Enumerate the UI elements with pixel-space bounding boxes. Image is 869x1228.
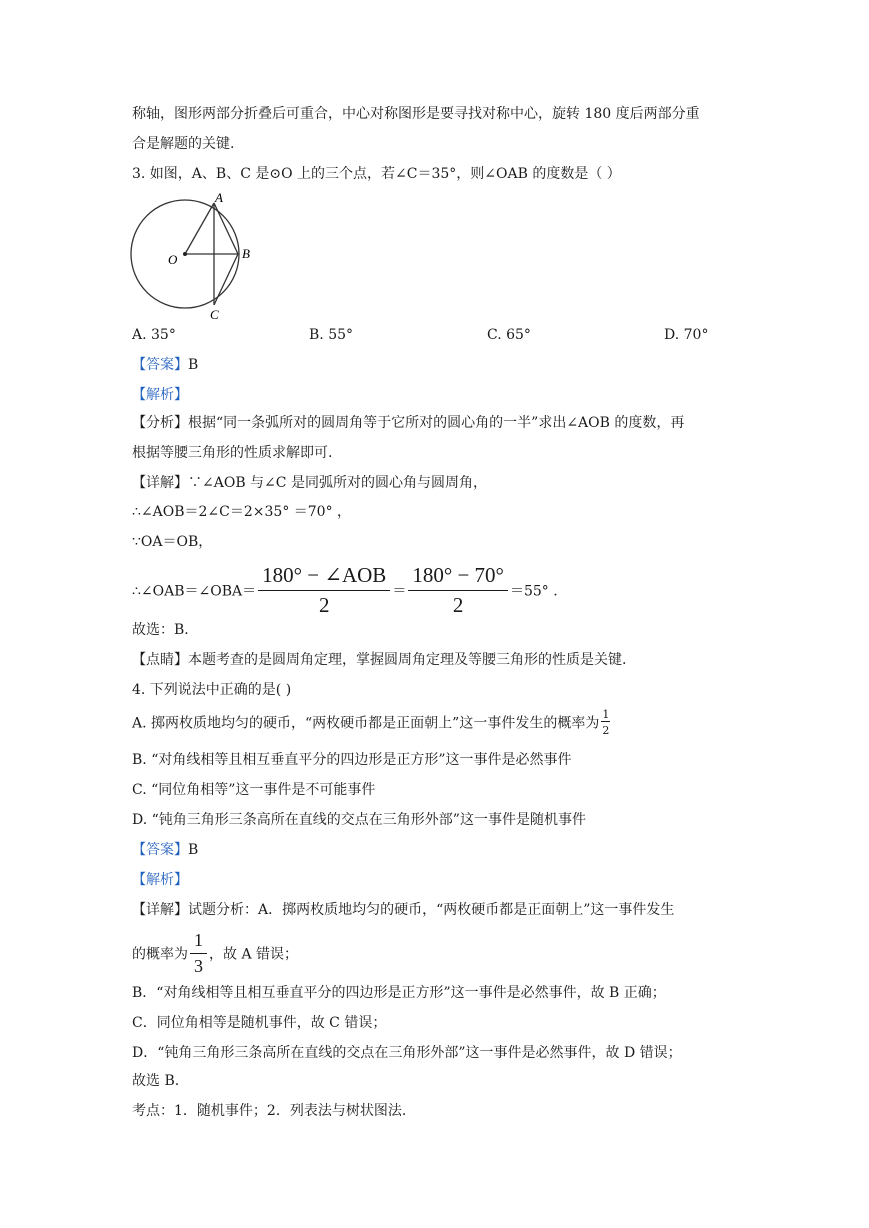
q4-analysis-tag: 【解析】 xyxy=(132,872,188,888)
q4-detail-line-2-post: ，故 A 错误； xyxy=(209,946,299,963)
q4-option-a-numerator: 1 xyxy=(602,708,610,721)
intro-line-1: 称轴，图形两部分折叠后可重合，中心对称图形是要寻找对称中心，旋转 180 度后两部分重 xyxy=(132,106,700,122)
q4-detail-line-1 xyxy=(132,900,674,920)
q3-option-d: D. 70° xyxy=(664,327,709,343)
q4-choose: 故选 B. xyxy=(132,1073,180,1089)
label-c: C xyxy=(210,307,219,320)
q3-detail-tag: 【详解】 xyxy=(132,475,188,491)
q3-answer-line xyxy=(132,355,198,375)
q3-fenxi-line-2: 根据等腰三角形的性质求解即可. xyxy=(132,445,333,461)
q4-answer: B xyxy=(188,842,199,858)
equals-sign: ＝ xyxy=(392,583,407,600)
fraction-1 xyxy=(258,563,390,618)
q3-dianjing-text: 本题考查的是圆周角定理，掌握圆周角定理及等腰三角形的性质是关键. xyxy=(188,652,627,668)
q3-detail-line-4-post: ＝55° . xyxy=(509,583,558,600)
q3-analysis-tag: 【解析】 xyxy=(132,387,188,403)
q4-answer-line xyxy=(132,840,198,860)
q4-detail-fraction xyxy=(190,930,207,977)
q3-choose: 故选：B. xyxy=(132,622,189,638)
q3-detail-line-2: ∴∠AOB＝2∠C＝2×35° ＝70° ， xyxy=(132,504,352,520)
q3-option-a: A. 35° xyxy=(132,327,176,343)
q4-option-d: D. “钝角三角形三条高所在直线的交点在三角形外部”这一事件是随机事件 xyxy=(132,812,586,828)
q4-detail-denominator: 3 xyxy=(194,956,203,976)
q3-stem: 3. 如图，A、B、C 是⊙O 上的三个点，若∠C＝35°，则∠OAB 的度数是（ ） xyxy=(132,166,621,182)
q3-detail-line-1 xyxy=(132,473,487,493)
q4-option-c: C. “同位角相等”这一事件是不可能事件 xyxy=(132,782,376,798)
q4-option-a-denominator: 2 xyxy=(602,724,610,737)
q4-option-a-text: A. 掷两枚质地均匀的硬币，“两枚硬币都是正面朝上”这一事件发生的概率为 xyxy=(132,715,600,732)
label-b: B xyxy=(242,246,250,261)
fraction-1-numerator: 180° − ∠AOB xyxy=(258,563,390,591)
q3-fenxi-line-1 xyxy=(132,413,684,433)
intro-line-2: 合是解题的关键. xyxy=(132,136,235,152)
q3-option-c: C. 65° xyxy=(487,327,531,343)
q3-detail-line-4 xyxy=(132,563,558,618)
q3-detail-text: ∵∠AOB 与∠C 是同弧所对的圆心角与圆周角， xyxy=(188,475,487,491)
label-a: A xyxy=(215,190,223,205)
q3-answer-tag: 【答案】 xyxy=(132,357,188,373)
q3-fenxi-text: 根据“同一条弧所对的圆周角等于它所对的圆心角的一半”求出∠AOB 的度数，再 xyxy=(188,415,685,431)
q4-detail-line-2-pre: 的概率为 xyxy=(132,946,188,963)
label-o: O xyxy=(168,252,178,267)
q4-detail-line-4: C．同位角相等是随机事件，故 C 错误； xyxy=(132,1015,387,1031)
segment-ab xyxy=(214,203,238,254)
segment-bc xyxy=(214,254,238,305)
q3-detail-line-4-pre: ∴∠OAB＝∠OBA＝ xyxy=(132,583,257,600)
q4-kaodian: 考点：1．随机事件；2．列表法与树状图法. xyxy=(132,1103,407,1119)
q3-answer: B xyxy=(188,357,199,373)
q4-detail-line-3: B．“对角线相等且相互垂直平分的四边形是正方形”这一事件是必然事件，故 B 正确； xyxy=(132,985,666,1001)
q4-option-a-fraction xyxy=(601,708,610,737)
q4-option-b: B. “对角线相等且相互垂直平分的四边形是正方形”这一事件是必然事件 xyxy=(132,752,572,768)
segment-oa xyxy=(185,203,214,254)
q4-detail-line-2 xyxy=(132,930,298,977)
q4-answer-tag: 【答案】 xyxy=(132,842,188,858)
q4-detail-text: 试题分析：A．掷两枚质地均匀的硬币，“两枚硬币都是正面朝上”这一事件发生 xyxy=(188,902,675,918)
q4-stem: 4. 下列说法中正确的是( ) xyxy=(132,682,292,698)
fraction-2 xyxy=(408,563,508,618)
q4-option-a xyxy=(132,708,612,737)
q3-dianjing-tag: 【点睛】 xyxy=(132,652,188,668)
q4-detail-tag: 【详解】 xyxy=(132,902,188,918)
fraction-2-denominator: 2 xyxy=(452,593,464,617)
fraction-2-numerator: 180° − 70° xyxy=(408,563,508,591)
q4-detail-numerator: 1 xyxy=(190,930,207,954)
q3-detail-line-3: ∵OA＝OB， xyxy=(132,534,213,550)
circle-figure xyxy=(125,190,265,320)
q4-detail-line-5: D．“钝角三角形三条高所在直线的交点在三角形外部”这一事件是必然事件，故 D 错误； xyxy=(132,1045,682,1061)
q3-dianjing-line xyxy=(132,650,626,670)
q3-option-b: B. 55° xyxy=(309,327,354,343)
fraction-1-denominator: 2 xyxy=(318,593,330,617)
q3-fenxi-tag: 【分析】 xyxy=(132,415,188,431)
center-dot xyxy=(183,252,187,256)
